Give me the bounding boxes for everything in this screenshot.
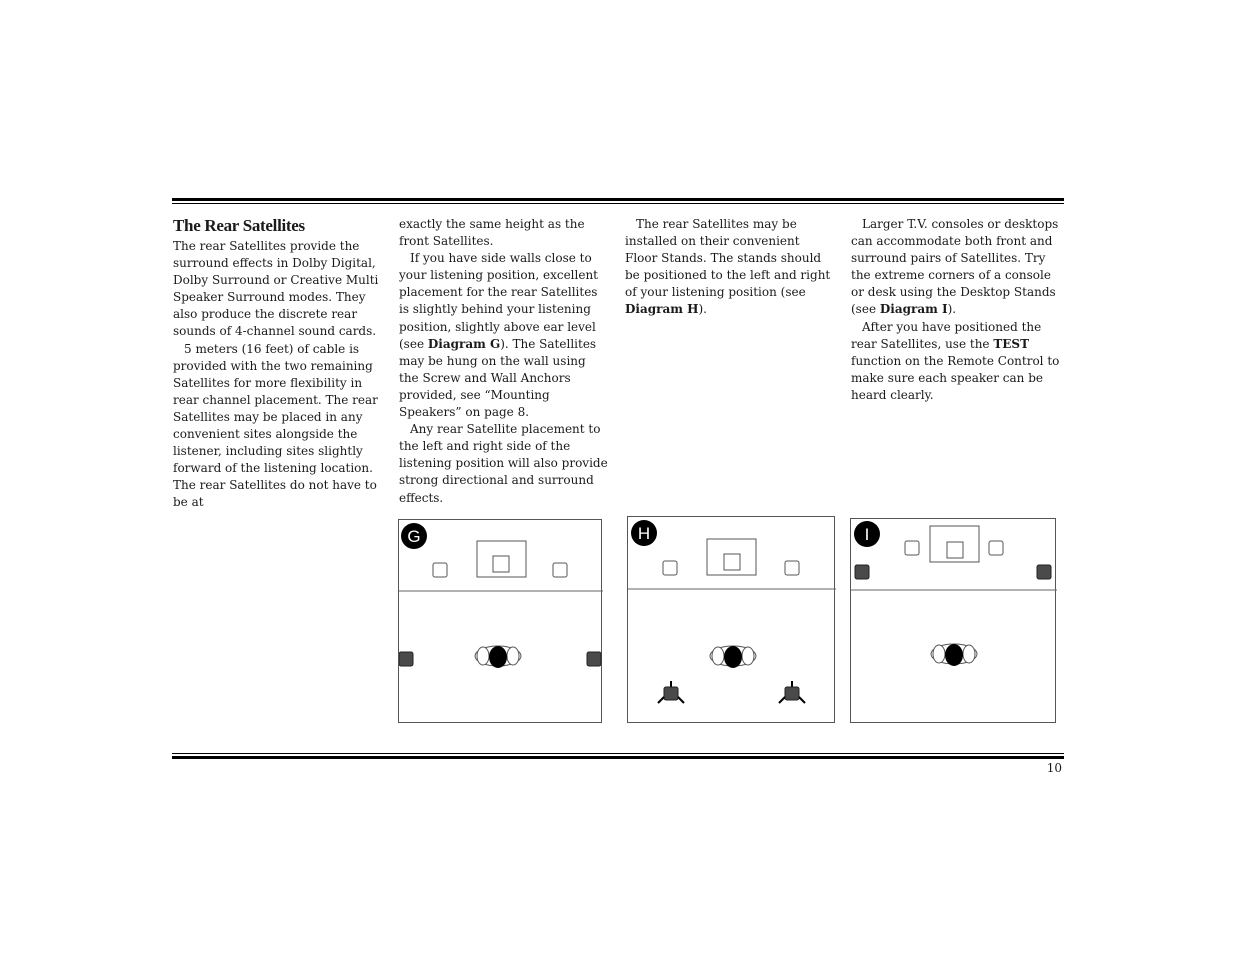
test-function-label: TEST <box>993 336 1030 351</box>
diagram-i-reference: Diagram I <box>879 302 948 317</box>
col4-paragraph-2 <box>851 319 1061 404</box>
diagram-g-letter: G <box>407 527 421 546</box>
col2-paragraph-3: Any rear Satellite placement to the left and right side of the listening position will also provide strong directional and surround effects. <box>399 422 608 505</box>
listener-icon <box>931 644 977 666</box>
col4-paragraph-1 <box>851 216 1061 319</box>
diagram-h-drawing <box>628 517 836 724</box>
diagram-g-reference: Diagram G <box>427 336 501 351</box>
diagram-g-drawing <box>399 520 603 724</box>
bottom-rule-thick <box>172 756 1064 759</box>
col1-paragraph-1: The rear Satellites provide the surround effects in Dolby Digital, Dolby Surround or Creative Multi Speaker Surround modes. They also produce the discrete rear sounds of 4-channel sound cards. <box>173 239 379 339</box>
diagram-h-letter: H <box>637 524 651 543</box>
rear-left-floor-stand-speaker-icon <box>658 681 684 703</box>
column-3 <box>625 216 835 319</box>
column-4 <box>851 216 1061 404</box>
front-left-speaker-icon <box>433 563 447 577</box>
listener-icon <box>710 646 756 668</box>
col3-p1-text-b: ). <box>698 302 707 317</box>
front-right-speaker-icon <box>553 563 567 577</box>
col2-p2-text-b: ). The Satellites may be hung on the wall using the Screw and Wall Anchors provided, see “Mounting Speakers” on page 8. <box>399 336 597 420</box>
front-left-speaker-icon <box>905 541 919 555</box>
col4-p2-text-a: After you have positioned the rear Satellites, use the <box>851 319 1042 351</box>
rear-right-desktop-speaker-icon <box>1037 565 1051 579</box>
column-1 <box>173 216 383 512</box>
page-number: 10 <box>1046 761 1062 775</box>
diagram-h <box>627 516 835 723</box>
col4-p1-text-b: ). <box>947 302 957 317</box>
diagram-i <box>850 518 1056 723</box>
bottom-rule-thin <box>172 753 1064 754</box>
center-speaker-icon <box>947 542 963 558</box>
top-rule-thick <box>172 198 1064 201</box>
rear-left-wall-speaker-icon <box>399 652 413 666</box>
front-right-speaker-icon <box>989 541 1003 555</box>
center-speaker-icon <box>724 554 740 570</box>
front-right-speaker-icon <box>785 561 799 575</box>
col3-p1-text-a: The rear Satellites may be installed on their convenient Floor Stands. The stands should be positioned to the left and right of your listening position (see <box>625 217 831 300</box>
col3-paragraph-1 <box>625 216 835 319</box>
col2-paragraph-2 <box>399 250 609 421</box>
listener-icon <box>475 646 521 668</box>
rear-right-floor-stand-speaker-icon <box>779 681 805 703</box>
column-2 <box>399 216 609 507</box>
center-speaker-icon <box>493 556 509 572</box>
rear-left-desktop-speaker-icon <box>855 565 869 579</box>
col2-p2-text-a: If you have side walls close to your listening position, excellent placement for the rear Satellites is slightly behind your listening position, slightly above ear level (see <box>399 251 598 351</box>
rear-right-wall-speaker-icon <box>587 652 601 666</box>
diagram-g <box>398 519 602 723</box>
diagram-i-letter: I <box>864 525 870 544</box>
diagram-i-drawing <box>851 519 1057 724</box>
front-left-speaker-icon <box>663 561 677 575</box>
top-rule-thin <box>172 203 1064 204</box>
col1-paragraph-2: 5 meters (16 feet) of cable is provided with the two remaining Satellites for more flexibility in rear channel placement. The rear Satellites may be placed in any convenient sites alongside the listener, including sites slightly forward of the listening location. The rear Satellites do not have to be at <box>173 341 378 510</box>
diagram-h-reference: Diagram H <box>625 302 699 317</box>
section-heading: The Rear Satellites <box>173 216 305 235</box>
col4-p2-text-b: function on the Remote Control to make sure each speaker can be heard clearly. <box>851 353 1060 402</box>
col2-paragraph-1: exactly the same height as the front Satellites. <box>399 217 585 249</box>
col4-p1-text-a: Larger T.V. consoles or desktops can accommodate both front and surround pairs of Satellites. Try the extreme corners of a console or desk using the Desktop Stands (see <box>851 217 1059 317</box>
